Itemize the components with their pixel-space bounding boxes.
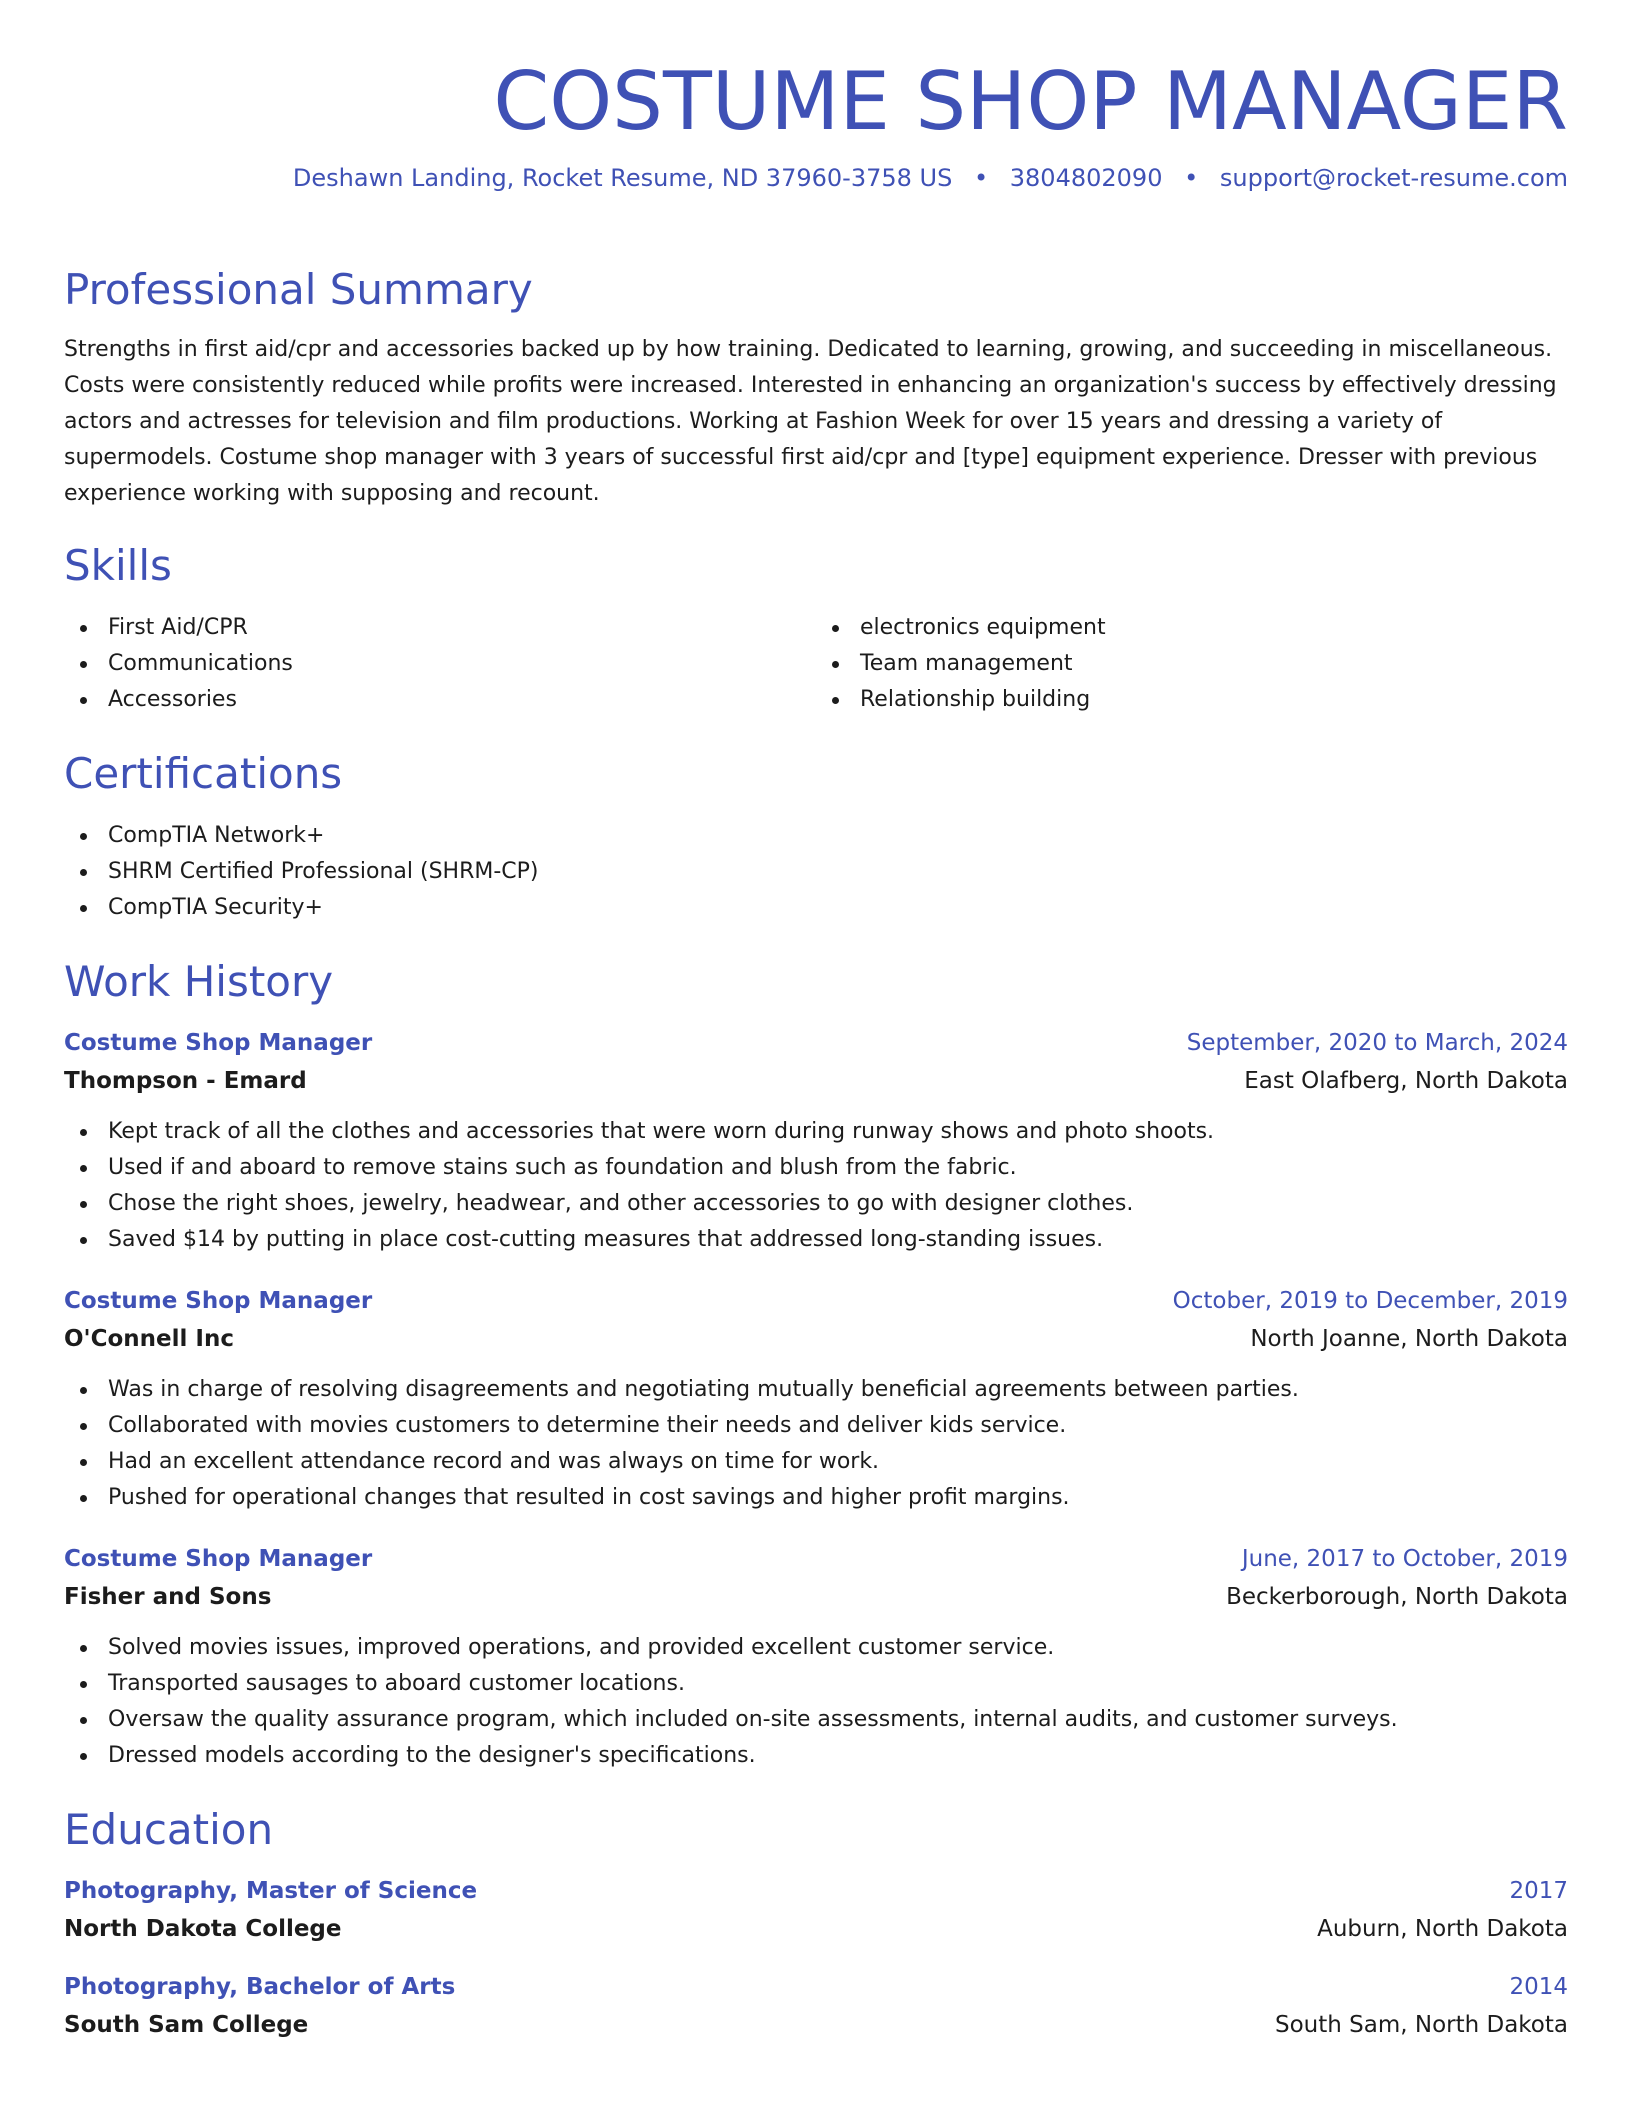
job-location: North Joanne, North Dakota	[1250, 1326, 1568, 1352]
job-location: Beckerborough, North Dakota	[1226, 1584, 1568, 1610]
job-bullets	[64, 1630, 1568, 1774]
job-employer: Fisher and Sons	[64, 1584, 272, 1610]
job-location: East Olafberg, North Dakota	[1244, 1068, 1568, 1094]
education-heading: Education	[64, 1805, 274, 1854]
job-bullet: Oversaw the quality assurance program, which included on-site assessments, internal audits, and customer surveys.	[64, 1702, 1568, 1738]
education-degree: Photography, Bachelor of Arts	[64, 1974, 456, 2000]
job-entry	[64, 1024, 1568, 1258]
skills-list-left	[64, 610, 816, 718]
job-bullet: Chose the right shoes, jewelry, headwear, and other accessories to go with designer clothes.	[64, 1186, 1568, 1222]
job-title: Costume Shop Manager	[64, 1030, 373, 1056]
job-entry	[64, 1282, 1568, 1516]
certification-item: CompTIA Security+	[64, 890, 1568, 926]
skill-item: First Aid/CPR	[64, 610, 816, 646]
job-dates: October, 2019 to December, 2019	[1172, 1288, 1568, 1314]
job-title: Costume Shop Manager	[64, 1288, 373, 1314]
job-entry	[64, 1540, 1568, 1774]
certifications-heading: Certifications	[64, 749, 343, 798]
education-location: Auburn, North Dakota	[1317, 1916, 1568, 1942]
job-bullet: Used if and aboard to remove stains such as foundation and blush from the fabric.	[64, 1150, 1568, 1186]
education-section	[64, 1798, 1568, 2044]
skills-list-right	[816, 610, 1568, 718]
summary-text: Strengths in first aid/cpr and accessories backed up by how training. Dedicated to learning, growing, and succeeding in miscellaneous. Costs were consistently reduced while profits were increased. Interested in enhancing an organization's success by effectively dressing actors and actresses for television and film productions. Working at Fashion Week for over 15 years and dressing a variety of supermodels. Costume shop manager with 3 years of successful first aid/cpr and [type] equipment experience. Dresser with previous experience working with supposing and recount.	[64, 337, 1557, 506]
skill-item: Accessories	[64, 682, 816, 718]
education-degree: Photography, Master of Science	[64, 1878, 478, 1904]
contact-email: support@rocket-resume.com	[1219, 164, 1568, 192]
job-bullet: Saved $14 by putting in place cost-cutting measures that addressed long-standing issues.	[64, 1222, 1568, 1258]
job-bullet: Had an excellent attendance record and was always on time for work.	[64, 1444, 1568, 1480]
job-dates: September, 2020 to March, 2024	[1186, 1030, 1568, 1056]
job-bullets	[64, 1372, 1568, 1516]
job-bullet: Was in charge of resolving disagreements and negotiating mutually beneficial agreements between parties.	[64, 1372, 1568, 1408]
certification-item: SHRM Certified Professional (SHRM-CP)	[64, 854, 1568, 890]
summary-section	[64, 258, 1568, 512]
education-location: South Sam, North Dakota	[1274, 2012, 1568, 2038]
resume-header	[64, 52, 1568, 196]
work-history-section	[64, 950, 1568, 1774]
page-title: COSTUME SHOP MANAGER	[493, 55, 1568, 148]
job-bullet: Collaborated with movies customers to determine their needs and deliver kids service.	[64, 1408, 1568, 1444]
summary-heading: Professional Summary	[64, 265, 533, 314]
work-history-heading: Work History	[64, 957, 334, 1006]
job-title: Costume Shop Manager	[64, 1546, 373, 1572]
job-bullet: Pushed for operational changes that resulted in cost savings and higher profit margins.	[64, 1480, 1568, 1516]
education-year: 2017	[1509, 1878, 1568, 1904]
education-school: North Dakota College	[64, 1916, 342, 1942]
skills-grid	[64, 610, 1568, 718]
certification-item: CompTIA Network+	[64, 818, 1568, 854]
contact-separator: •	[1184, 164, 1199, 192]
education-school: South Sam College	[64, 2012, 309, 2038]
certifications-section	[64, 742, 1568, 926]
job-bullet: Kept track of all the clothes and accessories that were worn during runway shows and photo shoots.	[64, 1114, 1568, 1150]
skills-section	[64, 534, 1568, 718]
certifications-list	[64, 818, 1568, 926]
skill-item: Team management	[816, 646, 1568, 682]
job-dates: June, 2017 to October, 2019	[1241, 1546, 1568, 1572]
job-employer: Thompson - Emard	[64, 1068, 307, 1094]
job-bullet: Dressed models according to the designer's specifications.	[64, 1738, 1568, 1774]
education-entry	[64, 1968, 1568, 2044]
education-entry	[64, 1872, 1568, 1948]
skill-item: electronics equipment	[816, 610, 1568, 646]
education-year: 2014	[1509, 1974, 1568, 2000]
skill-item: Communications	[64, 646, 816, 682]
contact-phone: 3804802090	[1009, 164, 1163, 192]
resume-body	[64, 258, 1568, 2064]
skill-item: Relationship building	[816, 682, 1568, 718]
job-bullet: Solved movies issues, improved operations, and provided excellent customer service.	[64, 1630, 1568, 1666]
job-employer: O'Connell Inc	[64, 1326, 234, 1352]
contact-line	[64, 160, 1568, 196]
skills-heading: Skills	[64, 541, 172, 590]
job-bullets	[64, 1114, 1568, 1258]
contact-separator: •	[973, 164, 989, 192]
job-bullet: Transported sausages to aboard customer locations.	[64, 1666, 1568, 1702]
contact-address: Deshawn Landing, Rocket Resume, ND 37960-3758 US	[292, 164, 953, 192]
